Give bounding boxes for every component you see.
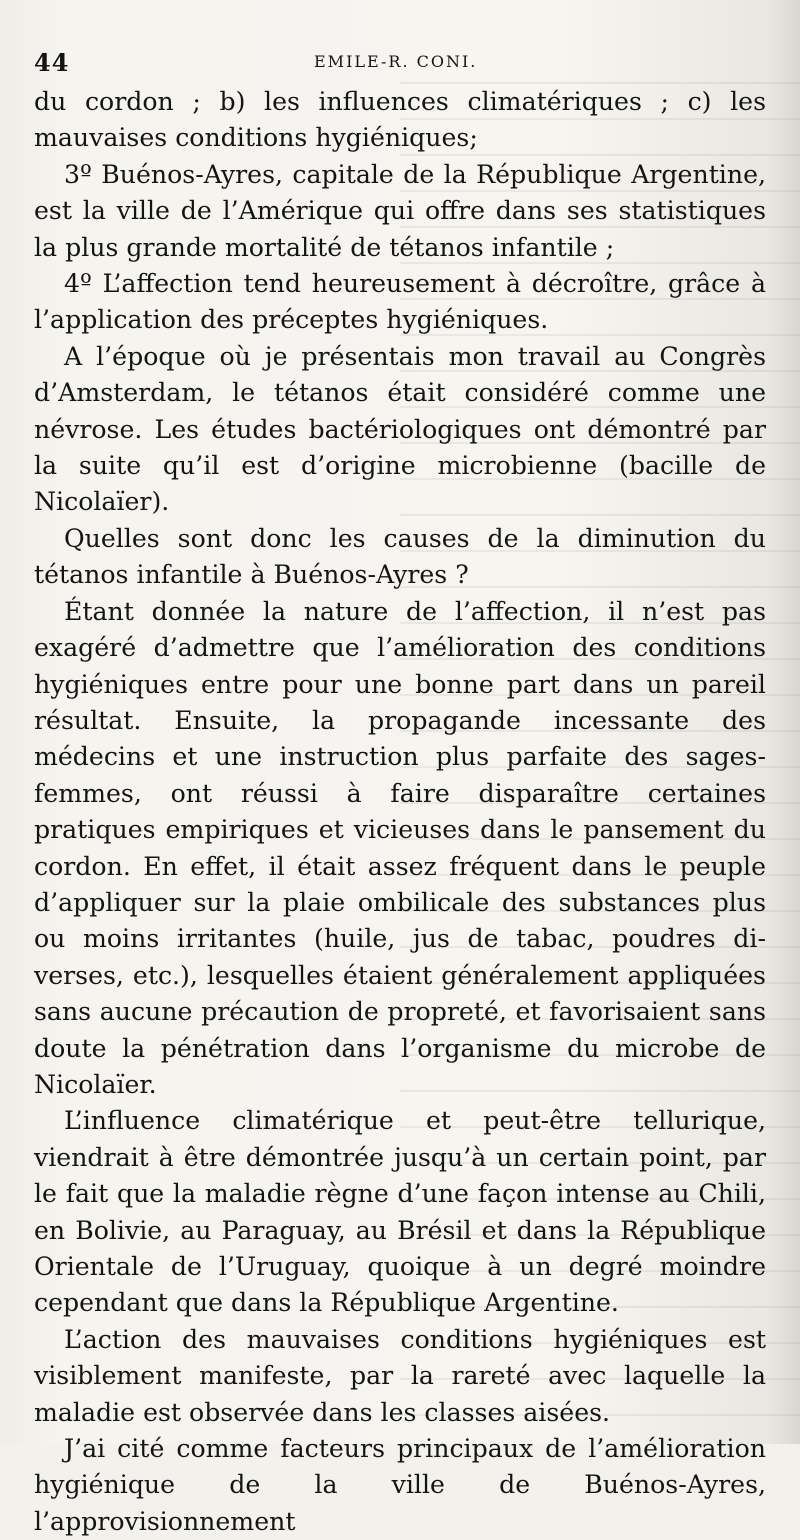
paragraph: du cordon ; b) les influences climatériques ; c) les mauvaises conditions hygiéniques; [34, 87, 766, 153]
paragraph: J’ai cité comme facteurs principaux de l’amélioration hygiénique de la ville de Buénos-Ayres, l’approvisionnement [34, 1434, 766, 1536]
paragraph: L’influence climatérique et peut-être tellurique, viendrait à être démontrée jusqu’à un certain point, par le fait que la maladie règne d’une façon intense au Chili, en Bolivie, au Paraguay, au Brésil et dans la République Orientale de l’Uruguay, quoique à un degré moindre cependant que dans la République Argentine. [34, 1106, 766, 1318]
page-header [34, 48, 760, 78]
paragraph: Étant donnée la nature de l’affection, il n’est pas exagéré d’admettre que l’amélioration des conditions hygiéniques entre pour une bonne part dans un pareil résultat. Ensuite, la propagande incessante des médecins et une instruction plus parfaite des sages-femmes, ont réussi à faire disparaître certaines pratiques empiriques et vicieuses dans le pansement du cordon. En effet, il était assez fréquent dans le peuple d’appliquer sur la plaie ombilicale des substances plus ou moins irritantes (huile, jus de tabac, poudres diverses, etc.), lesquelles étaient généralement appliquées sans aucune précaution de propreté, et favorisaient sans doute la pénétration dans l’organisme du microbe de Nicolaïer. [34, 596, 766, 1099]
paragraph: 4º L’affection tend heureusement à décroître, grâce à l’application des préceptes hygiéniques. [34, 269, 766, 335]
body-text [34, 84, 766, 1540]
paragraph: L’action des mauvaises conditions hygiéniques est visiblement manifeste, par la rareté avec laquelle la maladie est observée dans les classes aisées. [34, 1324, 766, 1427]
paragraph: A l’époque où je présentais mon travail au Congrès d’Amsterdam, le tétanos était considéré comme une névrose. Les études bactériologiques ont démontré par la suite qu’il est d’origine microbienne (bacille de Nicolaïer). [34, 341, 766, 517]
page-number: 44 [34, 48, 70, 77]
paragraph: 3º Buénos-Ayres, capitale de la République Argentine, est la ville de l’Amérique qui offre dans ses statistiques la plus grande mortalité de tétanos infantile ; [34, 159, 766, 262]
running-head: EMILE-R. CONI. [314, 52, 478, 71]
paragraph: Quelles sont donc les causes de la diminution du tétanos infantile à Buénos-Ayres ? [34, 523, 766, 590]
